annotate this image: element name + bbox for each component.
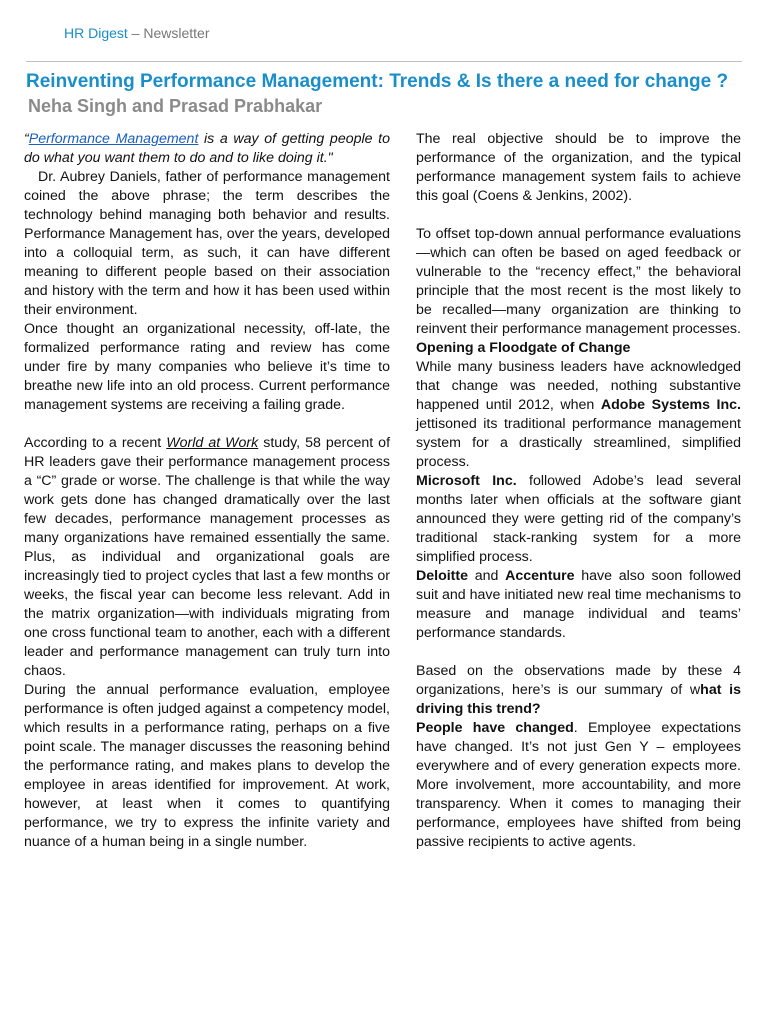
paragraph (24, 434, 390, 681)
company-name: Adobe Systems Inc. (600, 397, 741, 413)
paragraph: Dr. Aubrey Daniels, father of performance management coined the above phrase; the term describes the technology behind managing both behavior and results. Performance Management has, over the years, developed into a colloquial term, as such, it can have different meaning to different people based on their association and history with the term and how it has been used within their environment. (24, 169, 390, 318)
paragraph-text: and (468, 568, 506, 584)
opening-quote (24, 130, 390, 168)
article-authors: Neha Singh and Prasad Prabhakar (28, 96, 323, 116)
company-name: Accenture (505, 568, 575, 584)
paragraph (416, 719, 741, 852)
newsletter-header (64, 22, 210, 44)
world-at-work-link[interactable]: World at Work (166, 435, 259, 451)
paragraph-text: According to a recent (24, 435, 167, 451)
section-heading: Opening a Floodgate of Change (416, 340, 631, 356)
paragraph: During the annual performance evaluation, employee performance is often judged against a competency model, which results in a performance rating, perhaps on a five point scale. The manager discusses the reasoning behind the performance rating, and makes plans to develop the employee in areas identified for improvement. At work, however, at least when it comes to quantifying performance, we try to express the infinite variety and nuance of a human being in a single number. (24, 682, 390, 850)
emphasis-text: People have changed (416, 720, 574, 736)
paragraph-text: Based on the observations made by these 4 organizations, here’s is our summary of w (416, 663, 741, 698)
paragraph-text: followed Adobe’s lead several months later when officials at the software giant announced they were getting rid of the company’s traditional stack-ranking system for a more simplified process. (416, 473, 742, 565)
paragraph: To offset top-down annual performance evaluations—which can often be based on aged feedback or vulnerable to the “recency effect,” the behavioral principle that the most recent is the most likely to be recalled—many organization are thinking to reinvent their performance management processes. (416, 226, 741, 337)
paragraph: The real objective should be to improve the performance of the organization, and the typical performance management system fails to achieve this goal (Coens & Jenkins, 2002). (416, 131, 741, 204)
quote-text: is a way of getting people to do what you want them to do and to like doing it." (24, 131, 390, 166)
paragraph-text: study, 58 percent of HR leaders gave their performance management process a “C” grade or worse. The challenge is that while the way work gets done has changed dramatically over the last few decades, performance management processes as many organizations have remained essentially the same. Plus, as individual and organizational goals are increasingly tied to project cycles that last a few months or weeks, the fiscal year can become less relevant. Add in the matrix organization—with individuals migrating from one cross functional team to another, each with a different leader and performance management can truly turn into chaos. (24, 435, 391, 679)
company-name: Microsoft Inc. (416, 473, 517, 489)
paragraph-text: jettisoned its traditional performance management system for a drastically streamlined, simplified process. (416, 416, 741, 470)
section-name: Newsletter (143, 25, 210, 41)
left-column (24, 130, 390, 852)
right-column (416, 130, 741, 852)
paragraph-text: While many business leaders have acknowledged that change was needed, nothing substantive happened until 2012, when (416, 359, 741, 413)
brand-name: HR Digest (64, 25, 128, 41)
paragraph (416, 472, 741, 567)
paragraph (416, 567, 741, 643)
header-divider (26, 61, 742, 62)
paragraph-text: have also soon followed suit and have initiated new real time mechanisms to measure and manage individual and teams’ performance standards. (416, 568, 741, 641)
article-title: Reinventing Performance Management: Trends & Is there a need for change ? (26, 71, 729, 92)
performance-management-link[interactable]: Performance Management (28, 131, 199, 147)
paragraph-text: . Employee expectations have changed. It’s not just Gen Y – employees everywhere and of every generation expects more. More involvement, more accountability, and more transparency. When it comes to managing their performance, employees have shifted from being passive recipients to active agents. (416, 720, 741, 850)
header-separator: – (127, 25, 144, 41)
emphasis-text: hat is driving this trend? (416, 682, 741, 717)
paragraph (416, 358, 741, 472)
paragraph (416, 662, 741, 719)
paragraph: Once thought an organizational necessity, off-late, the formalized performance rating and review has come under fire by many companies who believe it’s time to breathe new life into an old process. Current performance management systems are receiving a failing grade. (24, 321, 390, 413)
company-name: Deloitte (416, 568, 469, 584)
quote-open-mark: “ (24, 131, 29, 147)
